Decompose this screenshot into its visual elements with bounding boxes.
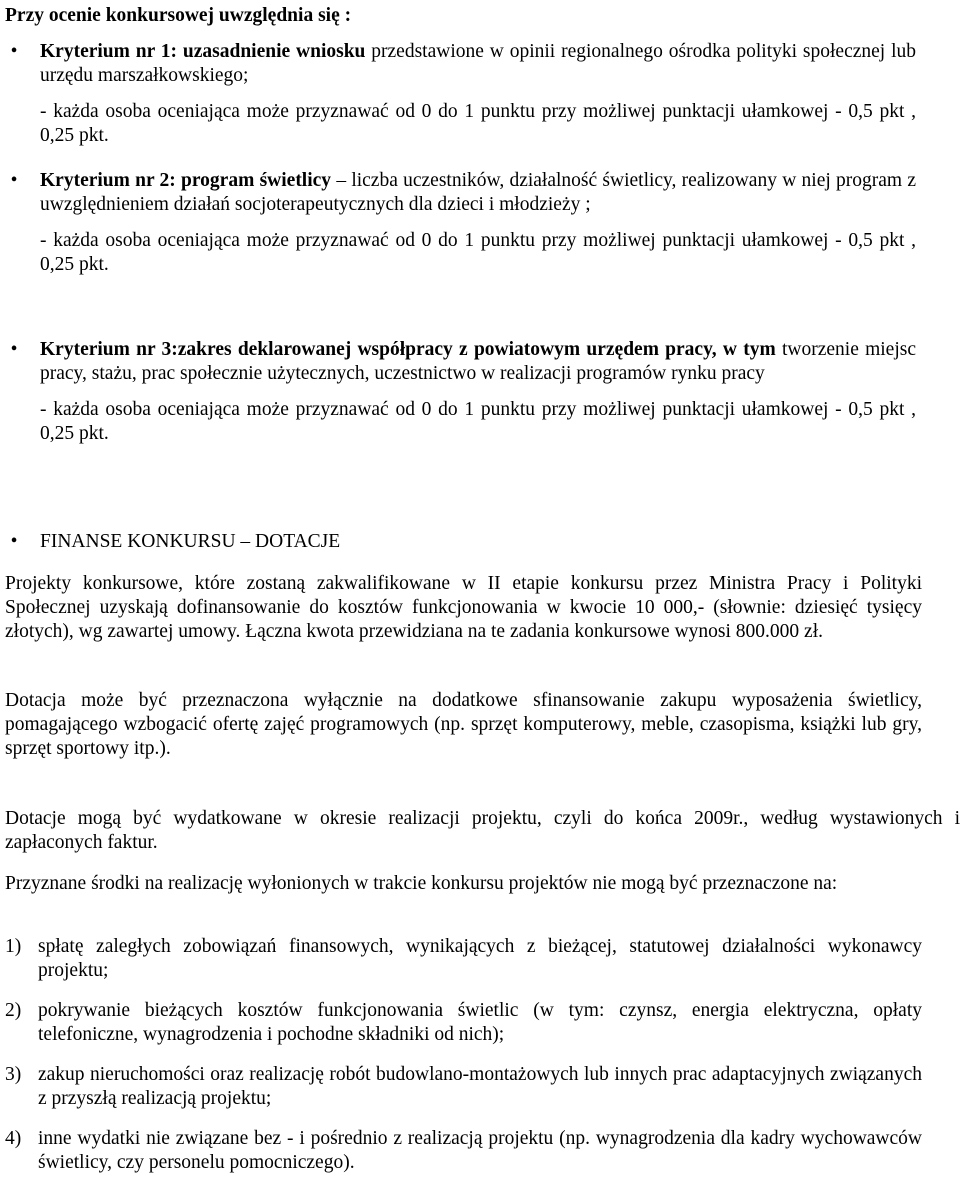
list-item-text: pokrywanie bieżących kosztów funkcjonowania świetlic (w tym: czynsz, energia elektryczna, opłaty telefoniczne, wynagrodzenia i pochodne składniki od nich);	[38, 1000, 922, 1045]
finance-section	[6, 530, 340, 554]
criterion-1-points: - każda osoba oceniająca może przyznawać od 0 do 1 punktu przy możliwej punktacji ułamkowej - 0,5 pkt , 0,25 pkt.	[40, 101, 916, 146]
criterion-2-description	[40, 169, 916, 217]
list-item-text: spłatę zaległych zobowiązań finansowych, wynikających z bieżącej, statutowej działalności wykonawcy projektu;	[38, 936, 922, 981]
criterion-3-points: - każda osoba oceniająca może przyznawać od 0 do 1 punktu przy możliwej punktacji ułamkowej - 0,5 pkt , 0,25 pkt.	[40, 399, 916, 444]
criterion-1-text: przedstawione w opinii regionalnego ośrodka polityki społecznej lub urzędu marszałkowskiego;	[40, 41, 916, 86]
finance-heading: FINANSE KONKURSU – DOTACJE	[40, 531, 341, 552]
criterion-2-points: - każda osoba oceniająca może przyznawać od 0 do 1 punktu przy możliwej punktacji ułamkowej - 0,5 pkt , 0,25 pkt.	[40, 230, 916, 275]
list-item-number: 2)	[5, 1000, 22, 1021]
section-heading: Przy ocenie konkursowej uwzględnia się :	[5, 5, 352, 26]
criterion-2-label: Kryterium nr 2: program świetlicy	[40, 170, 332, 191]
paragraph-exclusions-intro: Przyznane środki na realizację wyłonionych w trakcie konkursu projektów nie mogą być przeznaczone na:	[5, 873, 838, 894]
list-item-text: inne wydatki nie związane bez - i pośrednio z realizacją projektu (np. wynagrodzenia dla kadry wychowawców świetlicy, czy personelu pomocniczego).	[38, 1128, 922, 1173]
criterion-2-text: – liczba uczestników, działalność świetlicy, realizowany w niej program z uwzględnieniem działań socjoterapeutycznych dla dzieci i młodzieży ;	[40, 170, 916, 215]
list-item	[5, 935, 922, 983]
criterion-3-description	[40, 338, 916, 386]
paragraph-funding: Projekty konkursowe, które zostaną zakwalifikowane w II etapie konkursu przez Ministra Pracy i Polityki Społecznej uzyskają dofinansowanie do kosztów funkcjonowania w kwocie 10 000,- (słownie: dziesięć tysięcy złotych), wg zawartej umowy. Łączna kwota przewidziana na te zadania konkursowe wynosi 800.000 zł.	[5, 573, 922, 642]
criterion-2	[6, 169, 916, 277]
list-item-text: zakup nieruchomości oraz realizację robót budowlano-montażowych lub innych prac adaptacyjnych związanych z przyszłą realizacją projektu;	[38, 1064, 922, 1109]
list-item	[5, 1063, 922, 1111]
bullet-icon: •	[10, 531, 18, 552]
list-item-number: 1)	[5, 936, 22, 957]
bullet-icon: •	[10, 339, 18, 360]
paragraph-spending-period: Dotacje mogą być wydatkowane w okresie realizacji projektu, czyli do końca 2009r., według wystawionych i zapłaconych faktur.	[5, 808, 960, 853]
list-item	[5, 999, 922, 1047]
criterion-1-description	[40, 40, 916, 88]
bullet-icon: •	[10, 170, 18, 191]
list-item-number: 4)	[5, 1128, 22, 1149]
list-item-number: 3)	[5, 1064, 22, 1085]
criterion-1-label: Kryterium nr 1: uzasadnienie wniosku	[40, 41, 366, 62]
criterion-3	[6, 338, 916, 446]
paragraph-grant-purpose: Dotacja może być przeznaczona wyłącznie na dodatkowe sfinansowanie zakupu wyposażenia świetlicy, pomagającego wzbogacić ofertę zajęć programowych (np. sprzęt komputerowy, meble, czasopisma, książki lub gry, sprzęt sportowy itp.).	[5, 690, 922, 759]
criterion-3-text: tworzenie miejsc pracy, stażu, prac społecznie użytecznych, uczestnictwo w realizacji programów rynku pracy	[40, 339, 916, 384]
criterion-3-label: Kryterium nr 3:zakres deklarowanej współpracy z powiatowym urzędem pracy, w tym	[40, 339, 776, 360]
bullet-icon: •	[10, 41, 18, 62]
list-item	[5, 1127, 922, 1175]
criterion-1	[6, 40, 916, 148]
